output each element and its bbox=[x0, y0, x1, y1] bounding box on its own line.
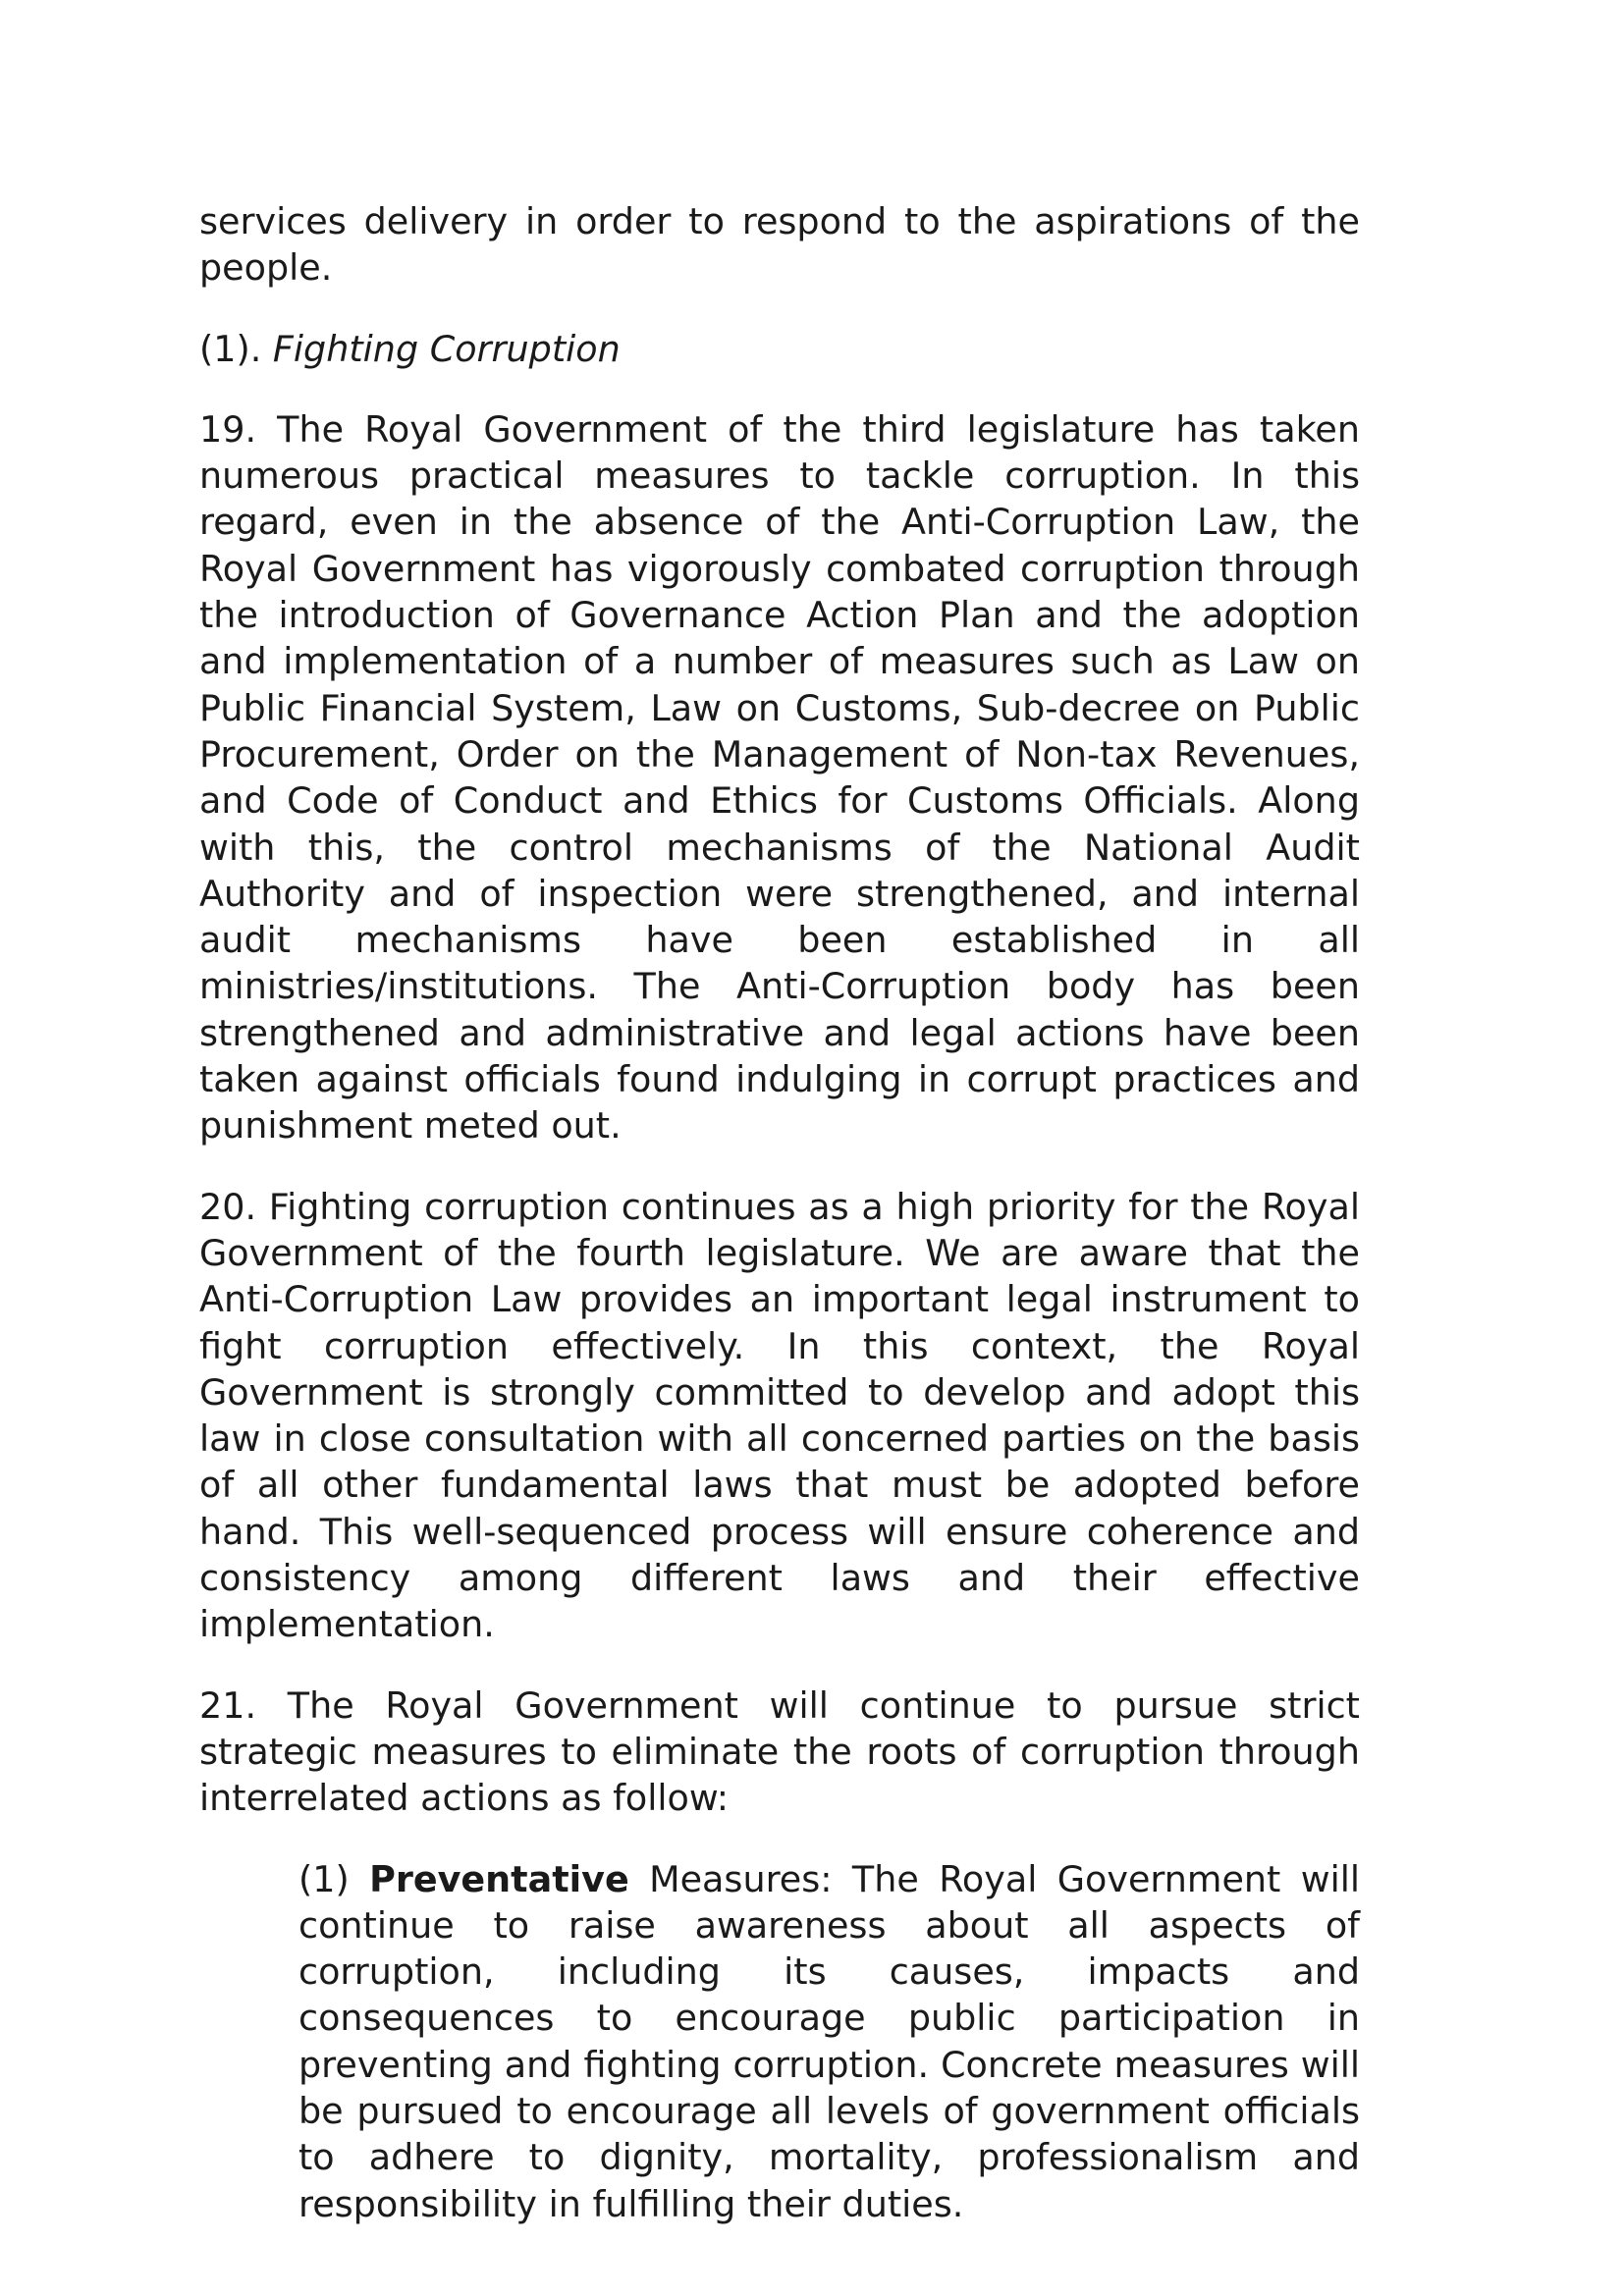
section-heading bbox=[199, 326, 1360, 372]
section-heading-title: Fighting Corruption bbox=[272, 327, 621, 370]
section-heading-number: (1). bbox=[199, 327, 262, 370]
intro-paragraph: services delivery in order to respond to the aspirations of the people. bbox=[199, 200, 1360, 290]
paragraph-21: 21. The Royal Government will continue to pursue strict strategic measures to eliminate the roots of corruption through interrelated actions as follow: bbox=[199, 1683, 1360, 1820]
paragraph-20: 20. Fighting corruption continues as a high priority for the Royal Government of the fourth legislature. We are aware that the Anti-Corruption Law provides an important legal instrument to fight corruption effectively. In this context, the Royal Government is strongly committed to develop and adopt this law in close consultation with all concerned parties on the basis of all other fundamental laws that must be adopted before hand. This well-sequenced process will ensure coherence and consistency among different laws and their effective implementation. bbox=[199, 1185, 1360, 1646]
sub-item-number: (1) bbox=[298, 1857, 350, 1900]
page-content bbox=[199, 198, 1360, 2227]
paragraph-19: 19. The Royal Government of the third legislature has taken numerous practical measures to tackle corruption. In this regard, even in the absence of the Anti-Corruption Law, the Royal Government has vigorously combated corruption through the introduction of Governance Action Plan and the adoption and implementation of a number of measures such as Law on Public Financial System, Law on Customs, Sub-decree on Public Procurement, Order on the Management of Non-tax Revenues, and Code of Conduct and Ethics for Customs Officials. Along with this, the control mechanisms of the National Audit Authority and of inspection were strengthened, and internal audit mechanisms have been established in all ministries/institutions. The Anti-Corruption body has been strengthened and administrative and legal actions have been taken against officials found indulging in corrupt practices and punishment meted out. bbox=[199, 407, 1360, 1148]
sub-item-preventative bbox=[298, 1856, 1360, 2227]
sub-item-text: Measures: The Royal Government will continue to raise awareness about all aspects of corruption, including its causes, impacts and consequences to encourage public participation in preventing and fighting corruption. Concrete measures will be pursued to encourage all levels of government officials to adhere to dignity, mortality, professionalism and responsibility in fulfilling their duties. bbox=[298, 1857, 1361, 2225]
sub-item-bold-term: Preventative bbox=[369, 1857, 629, 1900]
